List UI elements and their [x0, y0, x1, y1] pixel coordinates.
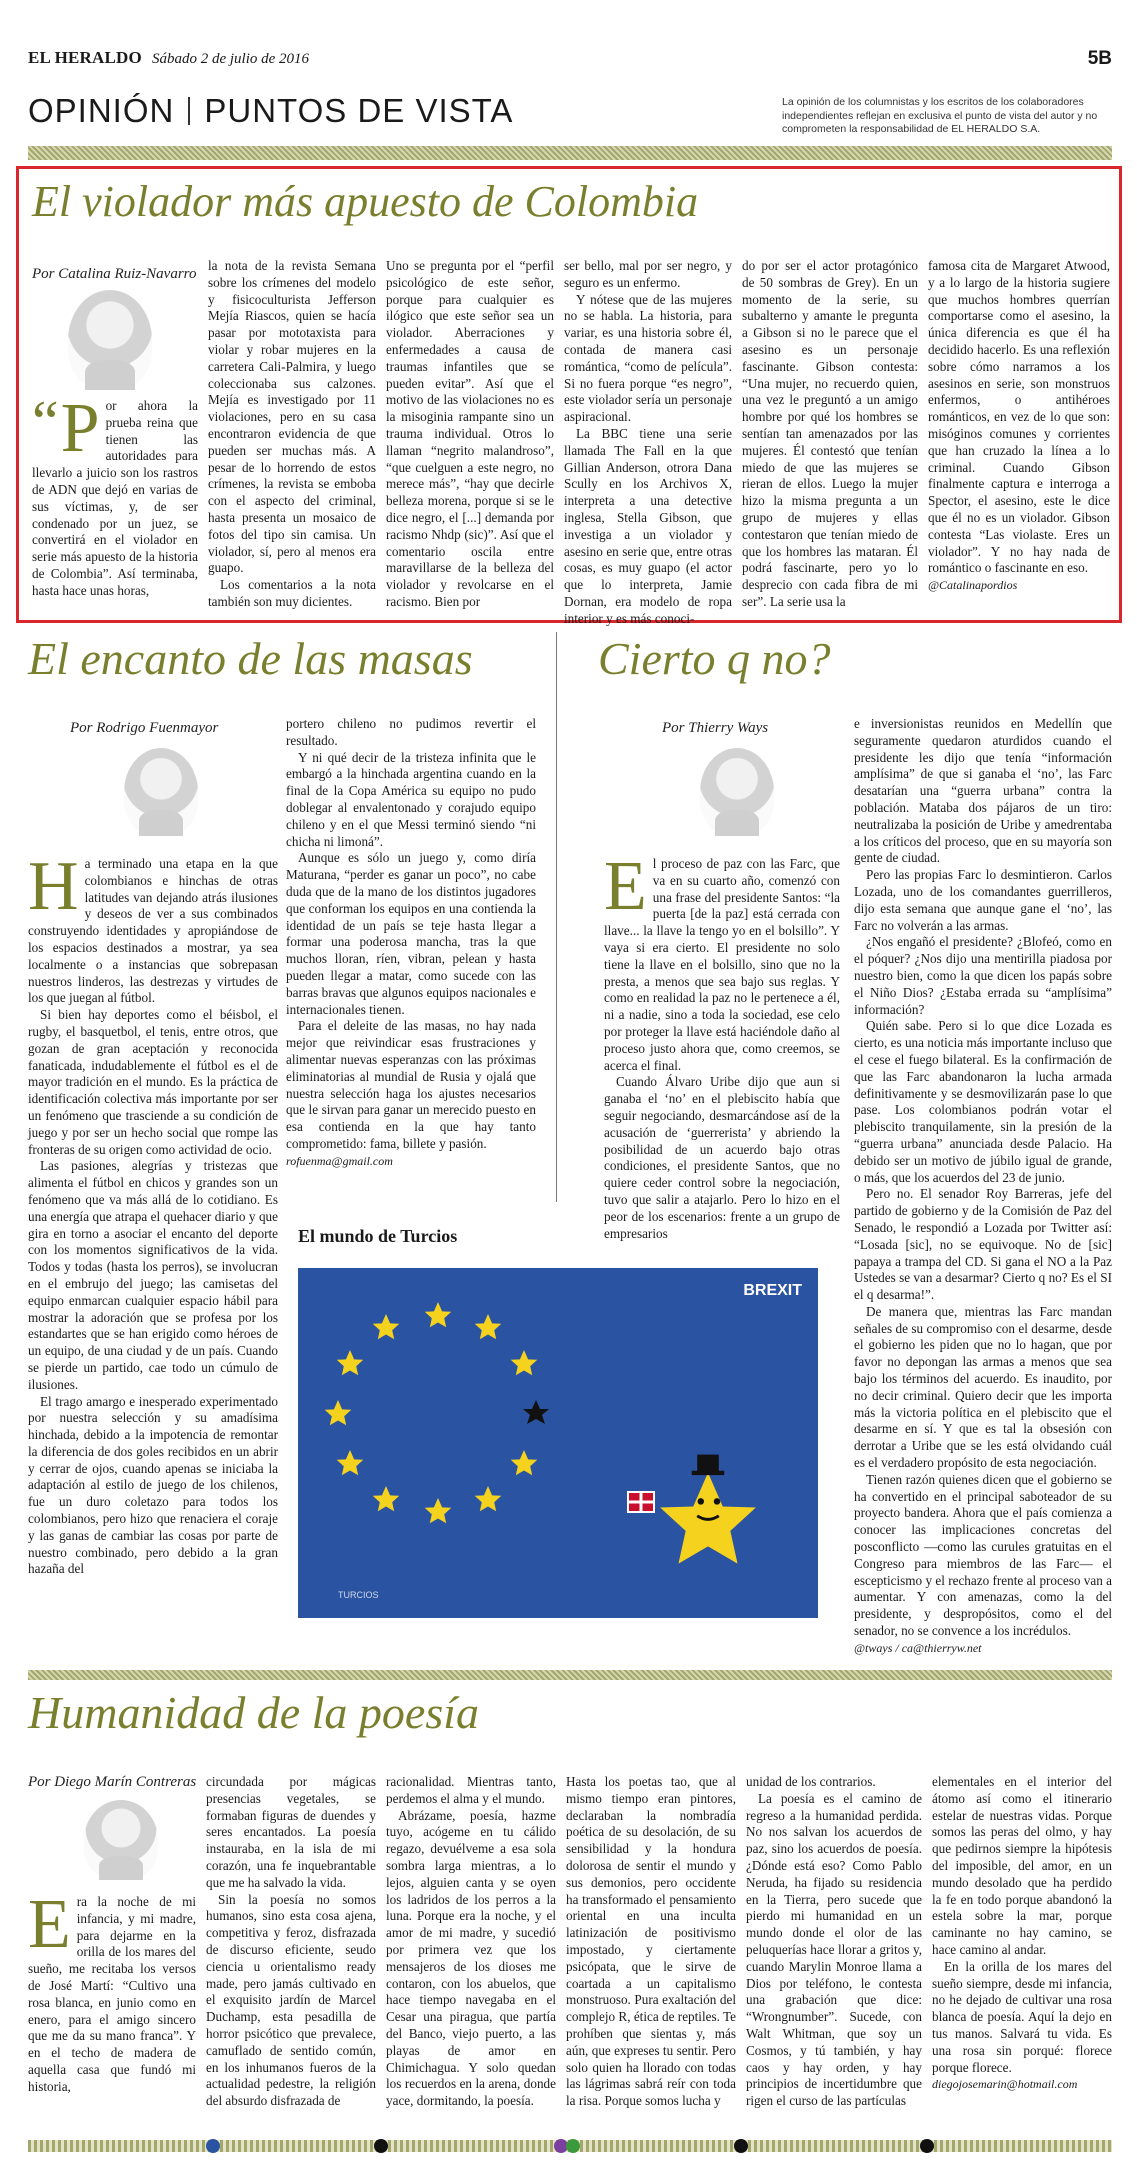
- paragraph: ser bello, mal por ser negro, y seguro es un enfermo.: [564, 258, 732, 290]
- paragraph: El trago amargo e inesperado experimentado por nuestra selección y su amadísima hinchada, debido a la impotencia de remontar la diferencia de dos goles recibidos en un abrir y cerrar de ojos, cuando apenas se iniciaba la adaptación al estilo de juego de los chilenos, fue un duro coletazo para todos los colombianos, pero hizo que renaciera el coraje y las ganas de cambiar las cosas por parte de nuestro combinado, pero debido a la gran hazaña del: [28, 1393, 278, 1577]
- author-portrait: [84, 1800, 158, 1880]
- author-portrait: [124, 748, 198, 836]
- article-column: [28, 848, 278, 1656]
- paragraph: Para el deleite de las masas, no hay nada mejor que reivindicar esas frustraciones y alimentar nuevas esperanzas con las próximas eliminatorias al mundial de Rusia y ojalá que nuestra selección haga los ajustes necesarios que le sirvan para ganar un merecido puesto en esa contienda en la que hay tanto comprometido: fama, billete y pasión.: [286, 1018, 536, 1151]
- article-column: [854, 716, 1112, 1656]
- article-column: [208, 258, 376, 618]
- article-column: [286, 716, 536, 1196]
- author-portrait: [68, 290, 152, 390]
- column-text: or ahora la prueba reina que tienen las autoridades para llevarlo a juicio son los rastros de ADN que dejó en varias de sus víctimas, y, de ser condenado por un juez, se convertirá en el violador en serie más apuesto de la historia de Colombia”. Así terminaba, hasta hace unas horas,: [32, 398, 198, 598]
- author-email: diegojosemarin@hotmail.com: [932, 2077, 1078, 2092]
- quote-mark: “: [32, 389, 59, 455]
- article-column: [386, 258, 554, 618]
- article-column: [386, 1774, 556, 2130]
- paragraph: famosa cita de Margaret Atwood, y a lo largo de la historia sugiere que muchos hombres querrían comportarse como el asesino, la única diferencia es que él ha decidido hacerlo. Es una reflexión sobre cómo narramos a los asesinos en serie, son monstruos enfermos, o antihéroes románticos, en vez de lo que son: misóginos comunes y corrientes que han cruzado la línea a lo criminal. Cuando Gibson finalmente captura e interroga a Spector, el asesino, este le dice que él no es un violador. Gibson contesta “Las violaste. Eres un violador”. Y no hay nada de romántico o fascinante en eso.: [928, 258, 1110, 576]
- paragraph: Pero las propias Farc lo desmintieron. Carlos Lozada, uno de los comandantes guerrilleros, dijo esta semana que aunque gane el ‘no’, las Farc no volverán a las armas.: [854, 867, 1112, 933]
- registration-dot: [566, 2139, 580, 2153]
- article-column: [746, 1774, 922, 2130]
- article-headline: Humanidad de la poesía: [28, 1687, 480, 1738]
- masthead: [28, 48, 1112, 72]
- paragraph: La BBC tiene una serie llamada The Fall en la que Gillian Anderson, otrora Dana Scully en los Archivos X, interpreta a una detective inglesa, Stella Gibson, que investiga a un violador y asesino en serie que, entre otras cosas, es muy guapo (el actor que lo interpreta, Jamie Dornan, era modelo de ropa interior y es más conoci-: [564, 425, 732, 626]
- paragraph: La poesía es el camino de regreso a la humanidad perdida. No nos salvan los acuerdos de paz, sino los acuerdos de poesía. ¿Dónde está eso? Como Pablo Neruda, ha fijado su residencia en la Tierra, pero sucede que pierdo mi humanidad en un mundo donde el olor de las peluquerías hace llorar a gritos y, cuando Marylin Monroe llama a Dios por teléfono, le contesta una grabación que dice: “Wrongnumber”. Sucede, con Walt Whitman, que soy un Cosmos, y tú también, y hay caos y hay orden, y hay principios de incertidumbre que rigen el curso de las partículas: [746, 1790, 922, 2109]
- column-text: l proceso de paz con las Farc, que va en su cuarto año, comenzó con una frase del presidente Santos: “la puerta [de la paz] está cerrada con llave... la llave la tengo yo en el bolsillo”. Y vaya si era cierto. El presidente no solo tiene la llave en el bolsillo, sino que no la presta, a menos que sea bajo sus reglas. Y como en realidad la paz no le pertenece a él, ni a nadie, sino a toda la sociedad, ese celo por proteger la llave está haciéndole daño al proceso justo ahora que, como creemos, se acerca el final.: [604, 856, 840, 1073]
- paragraph: la nota de la revista Semana sobre los crímenes del modelo y fisicoculturista Jefferson Mejía Riascos, quien se hacía pasar por mototaxista para violar y robar mujeres en la carretera Cali-Palmira, y luego coleccionaba sus calzones. Mejía es investigado por 11 violaciones, pero en su casa encontraron evidencia de que pueden ser muchas más. A pesar de lo horrendo de estos crímenes, la revista se emboba con el aspecto del criminal, hasta presenta un mosaico de fotos del tipo sin camisa. Un violador, sí, pero al menos era guapo.: [208, 258, 376, 576]
- column-divider: [556, 632, 557, 1202]
- article-column: [564, 258, 732, 626]
- eu-stars-illustration: [298, 1268, 818, 1618]
- paragraph: Uno se pregunta por el “perfil psicológico de este señor, porque para cualquier es ilógico que este señor sea un violador. Aberraciones y enfermedades a causa de traumas infantiles que se pueden evitar”. Así que el motivo de las violaciones no es la misoginia rampante sino un trauma individual. Otros lo llaman “negrito malandroso”, “que cuelguen a este negro, no merece más”, “hay que decirle belleza morena, porque si se le dice negro, el [...] demanda por racismo Nhdp (sic)”. Así que el comentario oscila entre maravillarse de la belleza del violador y revolcarse en el racismo. Bien por: [386, 258, 554, 609]
- article-column: [932, 1774, 1112, 2130]
- article-column: [604, 848, 840, 1241]
- article-byline: Por Thierry Ways: [662, 720, 769, 736]
- paragraph: Pero no. El senador Roy Barreras, jefe del partido de gobierno y de la Comisión de Paz del Senado, le respondió a Lozada por Twitter así: “Losada [sic], no se equivoque. No de [sic] papaya a trampa del CD. Si gana el NO a la Paz Ustedes se van a desarmar? Cierto q no? Es el SI el q desarma!”.: [854, 1186, 1112, 1303]
- article-column: [28, 1886, 196, 2130]
- cartoon-label: BREXIT: [743, 1282, 802, 1299]
- drop-cap: P: [60, 390, 100, 467]
- cartoon-title: El mundo de Turcios: [298, 1226, 458, 1246]
- paragraph: Aunque es sólo un juego y, como diría Maturana, “perder es ganar un poco”, no cabe duda que de la mano de los distintos jugadores que conforman los equipos en una contienda la identidad de un país se teje hasta llegar a formar una poderosa mancha, tras la que muchos lloran, ríen, vibran, pelean y hasta pueden llegar a matar, como sucede con las barras bravas que algunos equipos nacionales e internacionales tienen.: [286, 850, 536, 1017]
- author-email: @tways / ca@thierryw.net: [854, 1640, 982, 1655]
- article-column: [928, 258, 1110, 618]
- registration-dot: [734, 2139, 748, 2153]
- paragraph: Si bien hay deportes como el béisbol, el rugby, el basquetbol, el tenis, entre otros, que gozan de gran aceptación y reconocida fanaticada, indudablemente el fútbol es el de mayor tradición en el mundo. Es la práctica de identificación colectiva más importante por ser un fenómeno que trasciende a su condición de juego y por ser un hecho social que rompe las fronteras de su origen como actividad de ocio.: [28, 1007, 278, 1157]
- brexit-cartoon: [298, 1268, 818, 1618]
- drop-cap: E: [28, 1886, 71, 1963]
- paragraph: Quién sabe. Pero si lo que dice Lozada es cierto, es una noticia más importante incluso que el cese el fuego bilateral. Es la confirmación de que las Farc abandonaron la lucha armada definitivamente y se desmovilizarán pase lo que pase. Los colombianos podrán votar el plebiscito tranquilamente, sin la presión de la “guerra urbana” anunciada desde Palacio. Ha debido ser un motivo de júbilo igual de grande, o más, que los acuerdos del 23 de junio.: [854, 1018, 1112, 1185]
- author-email: @Catalinapordios: [928, 578, 1018, 593]
- paragraph: unidad de los contrarios.: [746, 1774, 876, 1789]
- paragraph: Cuando Álvaro Uribe dijo que aun si ganaba el ‘no’ en el plebiscito había que seguir negociando, desmarcándose así de la acusación de ‘guerrerista’ y abriendo la posibilidad de un acuerdo bajo otras condiciones, el presidente Santos, que no quiere ceder control sobre la negociación, tuvo que salir a atajarlo. Pero lo hizo en el peor de los escenarios: frente a un grupo de empresarios: [604, 1074, 840, 1241]
- article-column: [742, 258, 918, 618]
- article-headline: El encanto de las masas: [28, 633, 473, 684]
- paragraph: Tienen razón quienes dicen que el gobierno se ha convertido en el principal saboteador de su proyecto bandera. Ahora que el país comienza a conocer las implicaciones concretas del posconflicto —como las curules gratuitas en el Congreso para miembros de las Farc— el escepticismo y el rechazo frente al proceso van a aumentar. Y con amenazas, como la del presidente, y despropósitos, como el del senador, no se convence a los incrédulos.: [854, 1471, 1112, 1639]
- paragraph: De manera que, mientras las Farc mandan señales de su compromiso con el desarme, desde el gobierno les piden que no lo hagan, que por favor no depongan las armas a menos que sea bajo los términos del acuerdo. Es inaudito, por no decir criminal. Quiero decir que les importa más la victoria política en el plebiscito que el desarme en sí. Y que es tal la obsesión con derrotar a Uribe que se les está olvidando cuál es el verdadero propósito de esta negociación.: [854, 1303, 1112, 1471]
- section-name: OPINIÓN: [28, 92, 175, 129]
- section-divider: [28, 146, 1112, 160]
- paragraph: Los comentarios a la nota también son muy dicientes.: [208, 577, 376, 609]
- article-column: [566, 1774, 736, 2130]
- paragraph: e inversionistas reunidos en Medellín que seguramente quedaron aturdidos cuando el presidente les dijo que tenía “información amplísima” de que si ganaba el ‘no’, las Farc desatarían una “guerra urbana” contra la población. Mataba dos pájaros de un tiro: neutralizaba la posición de Uribe y amedrentaba a los críticos del proceso, que en su mayoría son gente de ciudad.: [854, 716, 1112, 866]
- article-headline: Cierto q no?: [598, 633, 831, 684]
- cartoonist-signature: TURCIOS: [338, 1590, 379, 1600]
- article-headline: El violador más apuesto de Colombia: [32, 177, 699, 226]
- registration-dot: [920, 2139, 934, 2153]
- eu-star-circle: [325, 1302, 538, 1523]
- walking-star-figure: [660, 1455, 756, 1564]
- article-column: [206, 1774, 376, 2130]
- paragraph: Y ni qué decir de la tristeza infinita que le embargó a la hinchada argentina cuando en la final de la Copa América su equipo no pudo doblegar al envalentonado y corajudo equipo chileno y en el que Messi terminó siendo “ni chicha ni limoná”.: [286, 749, 536, 849]
- paragraph: En la orilla de los mares del sueño siempre, desde mi infancia, no he dejado de cultivar una rosa blanca de poesía. Aquí la dejo en tus manos. Salvará tu vida. Es una rosa sin porqué: florece porque florece.: [932, 1958, 1112, 2075]
- article-byline: Por Catalina Ruiz-Navarro: [32, 266, 197, 282]
- section-subname: PUNTOS DE VISTA: [204, 92, 514, 129]
- paragraph: portero chileno no pudimos revertir el resultado.: [286, 716, 536, 748]
- section-separator: [188, 97, 190, 125]
- registration-dot: [206, 2139, 220, 2153]
- section-disclaimer: La opinión de los columnistas y los escritos de los colaboradores independientes reflejan en exclusiva el punto de vista del autor y no comprometen la responsabilidad de EL HERALDO S.A.: [782, 96, 1098, 136]
- section-divider: [28, 1670, 1112, 1680]
- author-email: rofuenma@gmail.com: [286, 1153, 393, 1168]
- paragraph: elementales en el interior del átomo así como el itinerario estelar de nuestras vidas. Porque somos las peras del olmo, y hay que pedirnos siempre la hipótesis del imposible, del amor, en un mundo desolado que ha perdido la fe en todo porque abandonó la estela sobre la mar, porque caminante no hay camino, se hace camino al andar.: [932, 1774, 1112, 1957]
- column-text: ra la noche de mi infancia, y mi madre, para dejarme en la orilla de los mares del sueño, me recitaba los versos de José Martí: “Cultivo una rosa blanca, en junio como en enero, para el amigo sincero que me da su mano franca”. Y en el techo de madera de aquella casa que fundó mi historia,: [28, 1894, 196, 2094]
- paragraph: Y nótese que de las mujeres no se habla. La historia, para variar, es una historia sobre él, contada de manera casi romántica, “como de película”. Si no fuera porque “es negro”, este violador sería un personaje aspiracional.: [564, 291, 732, 425]
- paragraph: Hasta los poetas tao, que al mismo tiempo eran pintores, declaraban la nombradía poética de su desolación, de su sensibilidad y la hondura dolorosa de sentir el mundo y sus demonios, pero occidente ha transformado el pensamiento oriental en una inculta latinización de positivismo impostado, y ciertamente psicópata, que le sirve de coartada a un capitalismo monstruoso. Pura exaltación del complejo R, ética de reptiles. Te prohíben que sientas y, más aún, que expreses tu sentir. Pero solo quien ha llorado con todas las lágrimas sabrá reír con toda la risa. Porque somos lucha y: [566, 1774, 736, 2109]
- article-column: [32, 389, 198, 618]
- paragraph: circundada por mágicas presencias vegetales, se formaban figuras de duendes y seres encantados. La poesía instauraba, en la isla de mi corazón, una fe inquebrantable que me ha salvado la vida.: [206, 1774, 376, 1890]
- paragraph: Las pasiones, alegrías y tristezas que alimenta el fútbol en chicos y grandes son un fenómeno que va más allá de lo cotidiano. Es una energía que atrapa el quehacer diario y que gira en torno a asociar el encanto del deporte con los momentos significativos de la vida. Todos y todas (hasta los perros), se involucran en el embrujo del juego; las camisetas del equipo enmarcan cualquier espacio hábil para mostrar la adoración que se profesa por los estandartes que se han erigido como héroes de un equipo, de una ciudad y de un país. Cuando se pierde un partido, cae todo un cúmulo de ilusiones.: [28, 1158, 278, 1392]
- paragraph: do por ser el actor protagónico de 50 sombras de Grey). En un momento de la serie, su subalterno y amante le pregunta a Gibson si no le parece que el asesino es un personaje fascinante. Gibson contesta: “Una mujer, no recuerdo quien, una vez le preguntó a un amigo hombre por qué los hombres se sentían tan amenazados por las mujeres. Él contestó que tenían miedo de que las mujeres se rieran de ellos. Luego la mujer hizo la misma pregunta a un grupo de mujeres y ellas contestaron que tenían miedo de que los hombres las mataran. Él podrá fascinarte, pero yo lo desprecio con cada fibra de mi ser”. La serie usa la: [742, 258, 918, 609]
- section-header: [28, 92, 1112, 138]
- registration-dot: [374, 2139, 388, 2153]
- newspaper-name: EL HERALDO: [28, 48, 142, 67]
- article-byline: Por Rodrigo Fuenmayor: [70, 720, 219, 736]
- paragraph: Sin la poesía no somos humanos, sino esta cosa ajena, competitiva y feroz, disfrazada de discurso eficiente, seudo ciencia u orientalismo ready made, pero jamás cultivado en el exquisito jardín de Marcel Duchamp, esta pesadilla de horror psicótico que prevalece, camuflado de sentido común, en los inhumanos fueros de la actualidad pedestre, la religión del absurdo disfrazada de: [206, 1891, 376, 2109]
- drop-cap: E: [604, 848, 647, 925]
- paragraph: ¿Nos engañó el presidente? ¿Blofeó, como en el póquer? ¿Nos dijo una mentirilla piadosa por nuestro bien, como la que dicen los papás sobre el Niño Dios? ¿Estaba errada su “amplísima” información?: [854, 934, 1112, 1017]
- issue-date: Sábado 2 de julio de 2016: [151, 51, 310, 67]
- missing-star-icon: [523, 1400, 549, 1424]
- article-byline: Por Diego Marín Contreras: [28, 1774, 197, 1790]
- drop-cap: H: [28, 848, 79, 925]
- column-text: a terminado una etapa en la que colombianos e hinchas de otras latitudes van dejando atrás ilusiones y deseos de ver a sus combinados construyendo identidades y apropiándose de los espacios destinados a mostrar, ya sea localmente o a instancias que sobrepasan nuestros linderos, las destrezas y virtudes de los que juegan al fútbol.: [28, 856, 278, 1006]
- paragraph: racionalidad. Mientras tanto, perdemos el alma y el mundo.: [386, 1774, 556, 1806]
- page-number: 5B: [1087, 48, 1112, 69]
- author-portrait: [700, 748, 774, 836]
- paragraph: Abrázame, poesía, hazme tuyo, acógeme en tu cálido regazo, devuélveme a esa sola sombra larga mientras, a lo lejos, alguien canta y se oyen los ladridos de los perros a la luna. Porque era la noche, y el amor de mi madre, y sucedió por primera vez que los mensajeros de los dioses me contaron, con los abuelos, que hace tiempo navegaba en el Cesar una piragua, que partía del Banco, viejo puerto, a las playas de amor en Chimichagua. Y solo quedan los recuerdos en la arena, donde yace, dormitando, la poesía.: [386, 1807, 556, 2109]
